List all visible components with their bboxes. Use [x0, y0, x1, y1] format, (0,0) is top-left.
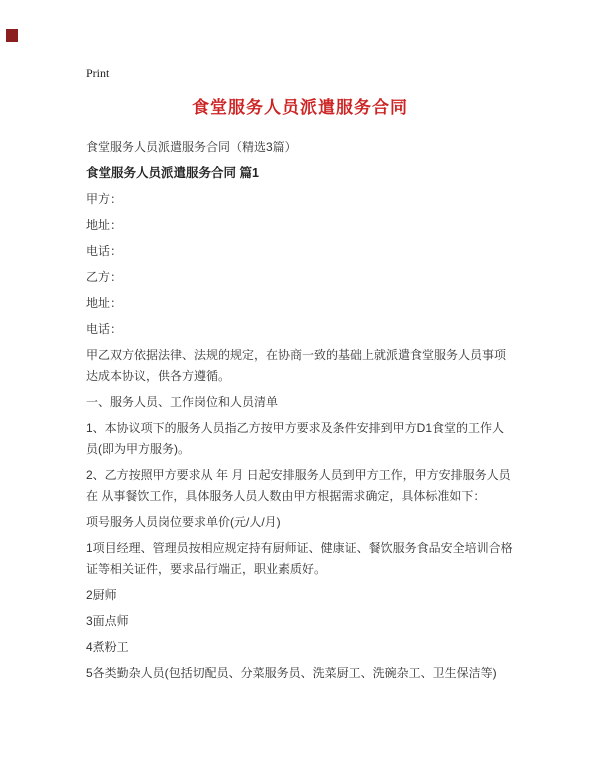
party-b-phone-line: 电话：: [86, 322, 123, 336]
position-3-line: 3面点师: [86, 614, 129, 628]
clause-1-paragraph: 1、本协议项下的服务人员指乙方按甲方要求及条件安排到甲方D1食堂的工作人员(即为甲方服务)。: [86, 421, 505, 456]
document-title: 食堂服务人员派遣服务合同: [192, 98, 408, 117]
table-header-line: 项号服务人员岗位要求单价(元/人/月): [86, 515, 281, 529]
position-4-line: 4煮粉工: [86, 640, 129, 654]
document-subtitle: 食堂服务人员派遣服务合同（精选3篇）: [86, 140, 297, 154]
position-5-line: 5各类勤杂人员(包括切配员、分菜服务员、洗菜厨工、洗碗杂工、卫生保洁等): [86, 666, 497, 680]
clause-2-paragraph: 2、乙方按照甲方要求从 年 月 日起安排服务人员到甲方工作，甲方安排服务人员在 从事餐饮工作，具体服务人员人数由甲方根据需求确定，具体标准如下：: [86, 468, 511, 503]
corner-accent-mark: [6, 29, 18, 42]
party-a-phone-line: 电话：: [86, 244, 123, 258]
article-1-heading: 食堂服务人员派遣服务合同 篇1: [86, 166, 259, 180]
section-1-heading: 一、服务人员、工作岗位和人员清单: [86, 395, 279, 409]
party-b-address-line: 地址：: [86, 296, 123, 310]
party-a-address-line: 地址：: [86, 218, 123, 232]
position-2-line: 2厨师: [86, 588, 117, 602]
document-body: [86, 189, 514, 684]
print-button[interactable]: Print: [86, 66, 110, 80]
party-a-line: 甲方：: [86, 192, 123, 206]
preamble-paragraph: 甲乙双方依据法律、法规的规定，在协商一致的基础上就派遣食堂服务人员事项达成本协议，供各方遵循。: [86, 348, 507, 383]
position-1-line: 1项目经理、管理员按相应规定持有厨师证、健康证、餐饮服务食品安全培训合格证等相关证件，要求品行端正，职业素质好。: [86, 541, 513, 576]
party-b-line: 乙方：: [86, 270, 123, 284]
